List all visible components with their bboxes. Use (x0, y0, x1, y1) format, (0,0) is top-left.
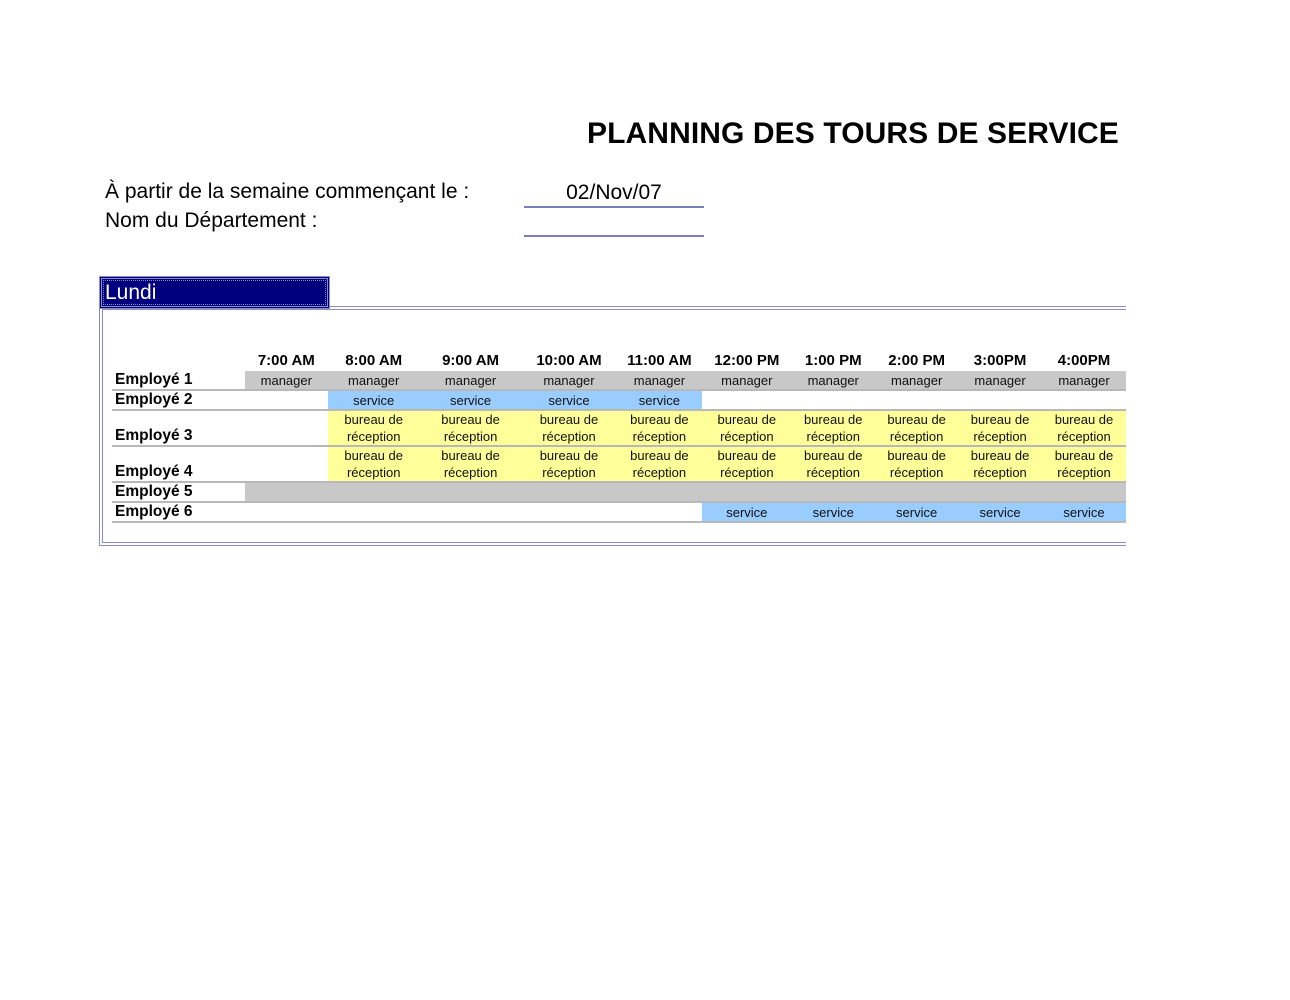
shift-label: bureau de réception (717, 448, 777, 480)
shift-cell[interactable] (1042, 482, 1126, 502)
employee-row (112, 446, 1126, 482)
shift-cell[interactable] (245, 482, 328, 502)
shift-label: bureau de réception (1054, 412, 1114, 444)
shift-cell[interactable]: service (702, 502, 791, 522)
shift-cell[interactable] (245, 502, 328, 522)
day-tab (99, 276, 330, 309)
shift-cell[interactable]: service (420, 390, 522, 410)
shift-cell[interactable] (328, 446, 420, 482)
shift-cell[interactable]: manager (791, 371, 875, 390)
week-start-label: À partir de la semaine commençant le : (105, 180, 470, 203)
shift-cell[interactable]: service (1042, 502, 1126, 522)
shift-label: bureau de réception (803, 412, 863, 444)
shift-cell[interactable]: manager (522, 371, 617, 390)
shift-label: bureau de réception (539, 412, 599, 444)
page-title: PLANNING DES TOURS DE SERVICE (587, 117, 1119, 150)
shift-label: bureau de réception (630, 412, 689, 444)
shift-cell[interactable] (328, 410, 420, 446)
shift-cell[interactable] (958, 410, 1042, 446)
shift-cell[interactable] (958, 390, 1042, 410)
shift-cell[interactable] (791, 410, 875, 446)
time-slot-header: 4:00PM (1057, 352, 1111, 369)
shift-cell[interactable] (245, 446, 328, 482)
employee-row (112, 390, 1126, 410)
time-slot-header: 11:00 AM (627, 352, 692, 369)
employee-name: Employé 3 (112, 410, 245, 446)
shift-cell[interactable] (522, 410, 617, 446)
shift-cell[interactable] (875, 482, 958, 502)
shift-label: bureau de réception (441, 412, 500, 444)
employee-row (112, 371, 1126, 390)
shift-cell[interactable]: service (791, 502, 875, 522)
shift-cell[interactable] (616, 482, 702, 502)
shift-label: bureau de réception (539, 448, 599, 480)
shift-cell[interactable] (616, 446, 702, 482)
shift-label: bureau de réception (344, 412, 403, 444)
time-slot-header: 10:00 AM (536, 352, 602, 369)
shift-cell[interactable]: manager (328, 371, 420, 390)
time-header-row (112, 350, 1126, 371)
shift-cell[interactable] (1042, 410, 1126, 446)
week-start-field[interactable]: 02/Nov/07 (524, 180, 704, 208)
shift-cell[interactable] (420, 446, 522, 482)
shift-cell[interactable] (958, 446, 1042, 482)
time-slot-header: 3:00PM (973, 352, 1027, 369)
shift-cell[interactable]: manager (616, 371, 702, 390)
shift-label: bureau de réception (1054, 448, 1114, 480)
shift-label: bureau de réception (887, 412, 946, 444)
shift-cell[interactable] (702, 390, 791, 410)
shift-cell[interactable] (420, 502, 522, 522)
shift-cell[interactable] (1042, 446, 1126, 482)
shift-cell[interactable] (420, 410, 522, 446)
time-slot-header: 8:00 AM (345, 352, 403, 369)
shift-cell[interactable] (522, 502, 617, 522)
employee-row (112, 482, 1126, 502)
shift-label: bureau de réception (717, 412, 777, 444)
shift-cell[interactable]: service (875, 502, 958, 522)
schedule-table (112, 350, 1126, 523)
shift-cell[interactable] (875, 390, 958, 410)
shift-cell[interactable]: manager (245, 371, 328, 390)
shift-cell[interactable]: manager (420, 371, 522, 390)
shift-label: bureau de réception (970, 412, 1030, 444)
shift-cell[interactable] (616, 410, 702, 446)
time-slot-header: 12:00 PM (714, 352, 780, 369)
employee-name: Employé 5 (112, 482, 245, 502)
time-slot-header: 7:00 AM (257, 352, 315, 369)
shift-cell[interactable] (1042, 390, 1126, 410)
department-label: Nom du Département : (105, 209, 318, 232)
shift-cell[interactable] (702, 482, 791, 502)
time-slot-header: 9:00 AM (442, 352, 500, 369)
shift-cell[interactable] (702, 410, 791, 446)
time-slot-header: 1:00 PM (804, 352, 862, 369)
shift-cell[interactable] (702, 446, 791, 482)
shift-label: bureau de réception (441, 448, 500, 480)
shift-cell[interactable] (328, 502, 420, 522)
shift-cell[interactable] (522, 482, 617, 502)
shift-cell[interactable] (245, 410, 328, 446)
shift-cell[interactable]: manager (1042, 371, 1126, 390)
employee-name: Employé 2 (112, 390, 245, 410)
corner-cell (112, 350, 245, 371)
shift-label: bureau de réception (887, 448, 946, 480)
day-label: Lundi (105, 281, 157, 304)
shift-cell[interactable]: manager (875, 371, 958, 390)
shift-label: bureau de réception (803, 448, 863, 480)
shift-cell[interactable] (791, 482, 875, 502)
shift-cell[interactable] (616, 502, 702, 522)
shift-cell[interactable] (522, 446, 617, 482)
shift-cell[interactable]: service (616, 390, 702, 410)
shift-cell[interactable] (791, 446, 875, 482)
department-field[interactable] (524, 209, 704, 237)
shift-cell[interactable]: service (328, 390, 420, 410)
shift-cell[interactable] (420, 482, 522, 502)
shift-cell[interactable]: manager (702, 371, 791, 390)
shift-cell[interactable]: service (522, 390, 617, 410)
shift-cell[interactable] (875, 446, 958, 482)
shift-cell[interactable]: manager (958, 371, 1042, 390)
employee-name: Employé 6 (112, 502, 245, 522)
shift-cell[interactable]: service (958, 502, 1042, 522)
shift-label: bureau de réception (344, 448, 403, 480)
shift-cell[interactable] (958, 482, 1042, 502)
shift-cell[interactable] (245, 390, 328, 410)
shift-label: bureau de réception (970, 448, 1030, 480)
employee-name: Employé 4 (112, 446, 245, 482)
employee-row (112, 502, 1126, 522)
shift-label: bureau de réception (630, 448, 689, 480)
time-slot-header: 2:00 PM (888, 352, 945, 369)
shift-cell[interactable] (875, 410, 958, 446)
employee-name: Employé 1 (112, 371, 245, 390)
shift-cell[interactable] (791, 390, 875, 410)
employee-row (112, 410, 1126, 446)
shift-cell[interactable] (328, 482, 420, 502)
